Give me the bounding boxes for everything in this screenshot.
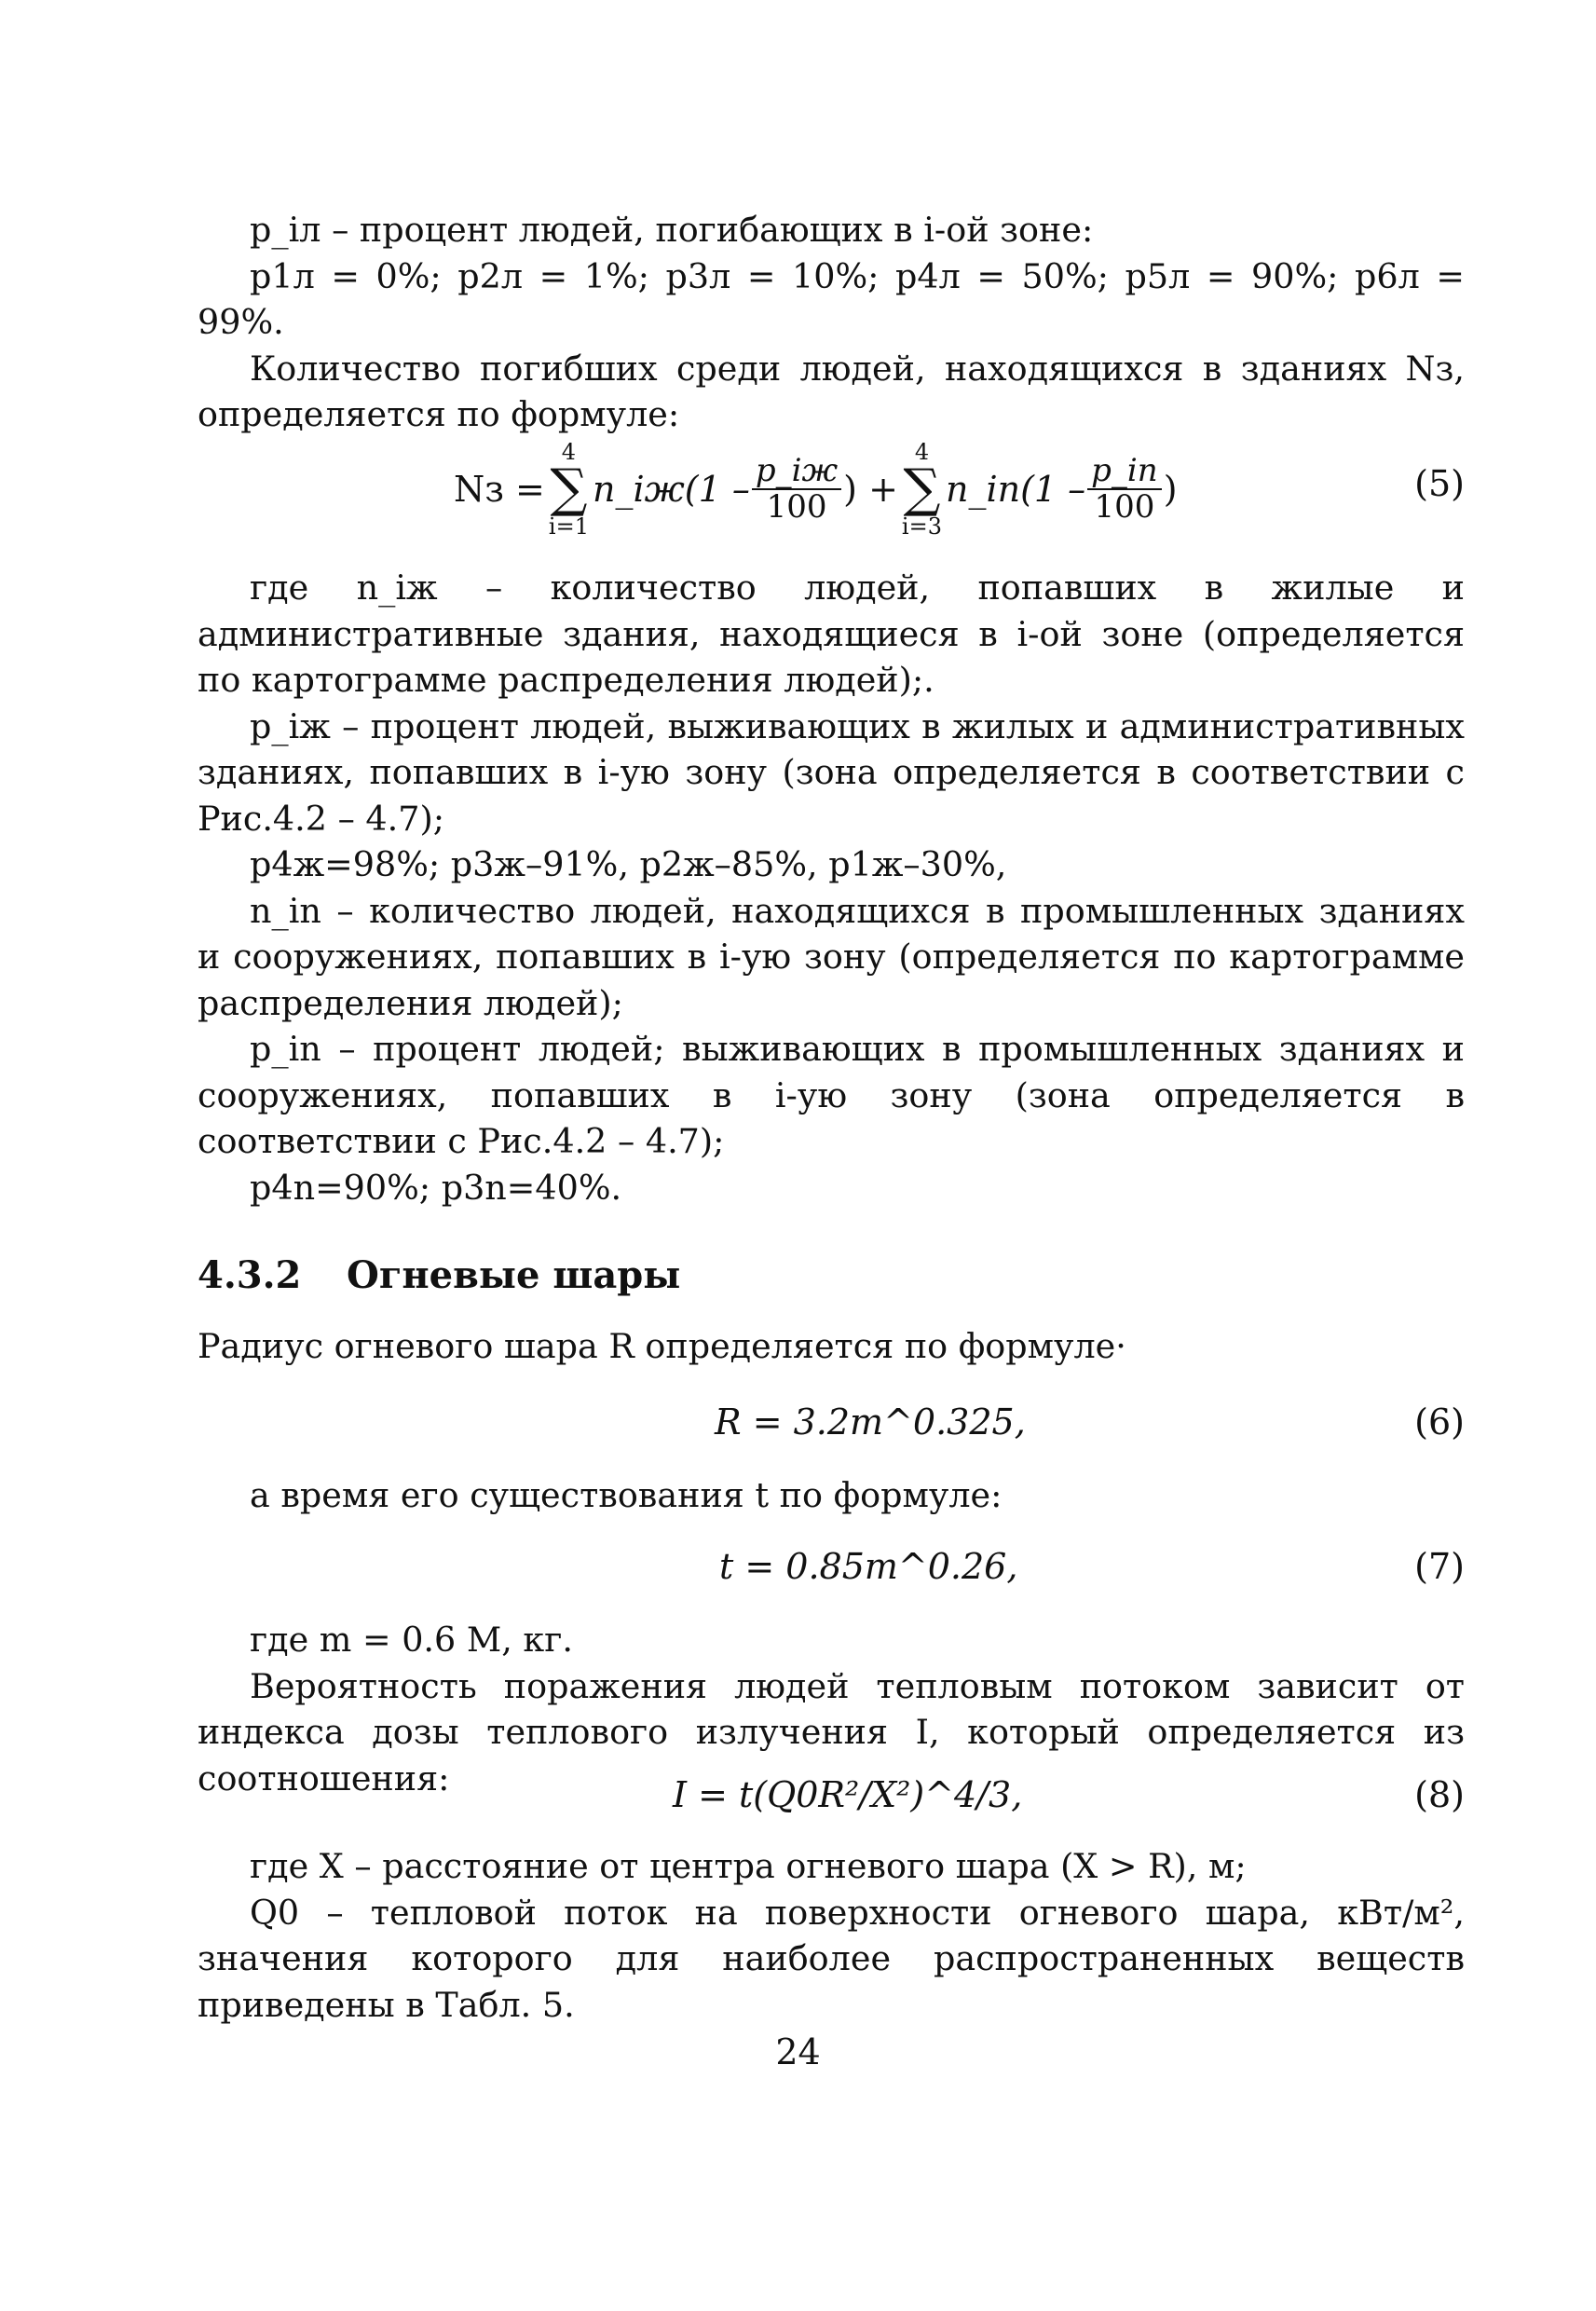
text-block-radius — [198, 1323, 1465, 1370]
equation-6-body: R = 3.2m^0.325, — [715, 1402, 1026, 1443]
equation-5-body — [454, 424, 1178, 554]
eq5-term-2: n_in(1 – — [945, 469, 1086, 510]
paragraph-killed-intro: Количество погибших среди людей, находящихся в зданиях Nз, определяется по формуле: — [198, 348, 1465, 434]
equation-6 — [198, 1398, 1465, 1454]
paragraph-p-in-values: p4n=90%; p3n=40%. — [250, 1167, 622, 1208]
paragraph-q0-def: Q0 – тепловой поток на поверхности огневого шара, кВт/м², значения которого для наиболее распространенных веществ приведены в Табл. 5. — [198, 1892, 1465, 2025]
equation-7 — [198, 1542, 1465, 1598]
eq5-sum1-upper: 4 — [561, 439, 577, 465]
paragraph-m-def: где m = 0.6 M, кг. — [250, 1620, 573, 1660]
eq5-sum2-upper: 4 — [914, 439, 930, 465]
eq5-plus: ) + — [843, 469, 898, 510]
equation-6-label: (6) — [1414, 1402, 1465, 1443]
paragraph-p-izh-def: p_iж – процент людей, выживающих в жилых и административных зданиях, попавших в i-ую зону (зона определяется в соответствии с Рис.4.2 – 4.7); — [198, 705, 1465, 839]
equation-7-body: t = 0.85m^0.26, — [719, 1546, 1018, 1587]
paragraph-n-in-def: n_in – количество людей, находящихся в промышленных зданиях и сооружениях, попавших в i-ую зону (определяется по картограмме распределения людей); — [198, 890, 1465, 1023]
section-heading — [198, 1253, 680, 1297]
sigma-icon: ∑ — [550, 458, 588, 519]
paragraph-time-intro: а время его существования t по формуле: — [250, 1475, 1003, 1515]
eq5-lhs: Nз = — [454, 469, 545, 510]
text-block-final — [198, 1843, 1465, 2028]
equation-5 — [198, 424, 1465, 573]
text-block-definitions — [198, 565, 1465, 1210]
equation-8-body: I = t(Q0R²/X²)^4/3, — [673, 1774, 1023, 1815]
eq5-frac1-num: p_iж — [752, 454, 841, 490]
paragraph-p-in-def: p_in – процент людей; выживающих в промышленных зданиях и сооружениях, попавших в i-ую зону (зона определяется в соответствии с Рис.4.2 – 4.7); — [198, 1029, 1465, 1161]
eq5-frac2-den: 100 — [1094, 488, 1155, 526]
eq5-sum-1 — [549, 441, 589, 538]
eq5-sum-2 — [902, 441, 942, 538]
eq5-fraction-2 — [1087, 451, 1162, 526]
paragraph-p-il-def: p_iл – процент людей, погибающих в i-ой зоне: — [250, 210, 1094, 250]
paragraph-prob-text: Вероятность поражения людей тепловым потоком зависит от индекса дозы теплового излучения I, который определяется из соотношения: — [198, 1665, 1465, 1798]
sigma-icon: ∑ — [903, 458, 941, 519]
section-title: Огневые шары — [347, 1253, 681, 1297]
page-number: 24 — [775, 2031, 821, 2072]
paragraph-x-def: где X – расстояние от центра огневого шара (X > R), м; — [250, 1846, 1247, 1886]
equation-5-label: (5) — [1414, 463, 1465, 504]
eq5-frac2-num: p_in — [1087, 454, 1162, 490]
eq5-frac1-den: 100 — [766, 488, 827, 526]
paragraph-radius-intro: Радиус огневого шара R определяется по формуле· — [198, 1326, 1126, 1366]
paragraph-p-il-values: p1л = 0%; p2л = 1%; p3л = 10%; p4л = 50%; p5л = 90%; p6л = 99%. — [198, 255, 1465, 342]
equation-8 — [198, 1771, 1465, 1826]
eq5-sum1-lower: i=1 — [548, 513, 589, 540]
text-block-time — [250, 1472, 1465, 1519]
section-number: 4.3.2 — [198, 1253, 302, 1297]
eq5-fraction-1 — [752, 451, 841, 526]
equation-8-label: (8) — [1414, 1774, 1465, 1815]
eq5-term-1: n_iж(1 – — [592, 469, 750, 510]
eq5-sum2-lower: i=3 — [901, 513, 942, 540]
equation-7-label: (7) — [1414, 1546, 1465, 1587]
paragraph-n-izh-def: где n_iж – количество людей, попавших в жилые и административные здания, находящиеся в i-ой зоне (определяется по картограмме распределения людей);. — [198, 567, 1465, 700]
paragraph-p-izh-values: p4ж=98%; p3ж–91%, p2ж–85%, p1ж–30%, — [250, 844, 1007, 884]
text-block-top — [198, 207, 1465, 438]
eq5-close: ) — [1163, 469, 1178, 510]
